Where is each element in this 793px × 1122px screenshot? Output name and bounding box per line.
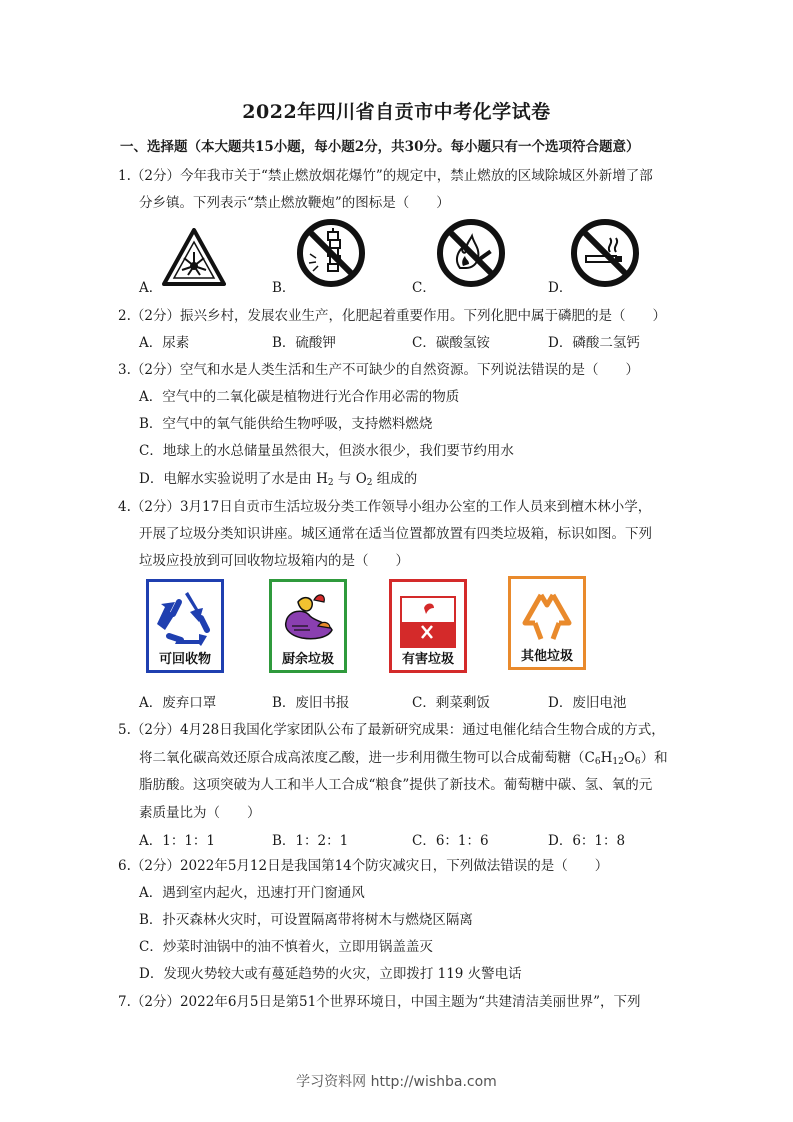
kitchen-waste-bin-label: 厨余垃圾 (281, 652, 334, 667)
hazardous-bin-label: 有害垃圾 (401, 652, 454, 667)
question-2-option-c: C．碳酸氢铵 (412, 335, 490, 351)
question-7-line-1: 7.（2分）2022年6月5日是第51个世界环境日，中国主题为“共建清洁美丽世界”，下列 (118, 994, 641, 1010)
question-3-stem: 3.（2分）空气和水是人类生活和生产不可缺少的自然资源。下列说法错误的是（ ） (118, 362, 639, 378)
hazardous-bin-sign (389, 579, 467, 673)
other-waste-bin-sign (508, 576, 586, 670)
page-footer: 学习资料网 http://wishba.com (296, 1074, 497, 1090)
page-title: 2022年四川省自贡市中考化学试卷 (242, 101, 551, 123)
question-1-line-2: 分乡镇。下列表示“禁止燃放鞭炮”的图标是（ ） (139, 195, 450, 211)
question-5-line-1: 5.（2分）4月28日我国化学家团队公布了最新研究成果：通过电催化结合生物合成的方式， (118, 722, 665, 738)
question-3-option-d: D．电解水实验说明了水是由 $H_2$ 与 $O_2$ 组成的 (139, 471, 418, 488)
no-firecrackers-icon (296, 218, 366, 288)
question-6-option-a: A．遇到室内起火，迅速打开门窗通风 (139, 885, 365, 901)
question-5-option-b: B．1：2：1 (272, 833, 349, 849)
question-2-option-d: D．磷酸二氢钙 (548, 335, 640, 351)
no-smoking-icon (570, 218, 640, 288)
question-5-line-3: 脂肪酸。这项突破为人工和半人工合成“粮食”提供了新技术。葡萄糖中碳、氢、氧的元 (139, 777, 653, 793)
question-4-line-1: 4.（2分）3月17日自贡市生活垃圾分类工作领导小组办公室的工作人员来到檀木林小学， (118, 499, 652, 515)
question-6-option-d: D．发现火势较大或有蔓延趋势的火灾，立即拨打 119 火警电话 (139, 966, 522, 982)
question-4-line-2: 开展了垃圾分类知识讲座。城区通常在适当位置都放置有四类垃圾箱，标识如图。下列 (139, 526, 652, 542)
question-1-option-a: A． (139, 280, 163, 296)
other-waste-bin-label: 其他垃圾 (520, 649, 573, 664)
question-4-option-d: D．废旧电池 (548, 695, 627, 711)
question-3-option-b: B．空气中的氧气能供给生物呼吸，支持燃料燃烧 (139, 416, 433, 432)
question-4-option-c: C．剩菜剩饭 (412, 695, 490, 711)
question-1-option-c: C． (412, 280, 436, 296)
question-5-line-2: 将二氧化碳高效还原合成高浓度乙酸，进一步利用微生物可以合成葡萄糖$(C_6H_{12}O_6)$和 (139, 750, 668, 767)
recyclable-bin-sign (146, 579, 224, 673)
question-1-option-b: B． (272, 280, 296, 296)
question-4-option-a: A．废弃口罩 (139, 695, 217, 711)
question-2-stem: 2.（2分）振兴乡村，发展农业生产，化肥起着重要作用。下列化肥中属于磷肥的是（ ） (118, 308, 666, 324)
question-5-option-a: A．1：1：1 (139, 833, 216, 849)
no-fire-icon (436, 218, 506, 288)
kitchen-waste-bin-sign (269, 579, 347, 673)
section-heading: 一、选择题（本大题共15小题，每小题2分，共30分。每小题只有一个选项符合题意） (120, 139, 640, 155)
recyclable-bin-label: 可回收物 (158, 652, 211, 667)
other-waste-icon (521, 589, 573, 645)
question-3-option-c: C．地球上的水总储量虽然很大，但淡水很少，我们要节约用水 (139, 443, 514, 459)
question-5-option-c: C．6：1：6 (412, 833, 489, 849)
question-5-option-d: D．6：1：8 (548, 833, 626, 849)
question-6-option-b: B．扑灭森林火灾时，可设置隔离带将树木与燃烧区隔离 (139, 912, 473, 928)
question-5-line-4: 素质量比为（ ） (139, 805, 261, 821)
hazardous-waste-icon (400, 596, 456, 648)
question-6-option-c: C．炒菜时油锅中的油不慎着火，立即用锅盖盖灭 (139, 939, 433, 955)
question-1-option-d: D． (548, 280, 573, 296)
explosive-warning-icon (162, 228, 226, 286)
question-4-option-b: B．废旧书报 (272, 695, 350, 711)
question-1-line-1: 1.（2分）今年我市关于“禁止燃放烟花爆竹”的规定中，禁止燃放的区域除城区外新增了部 (118, 168, 653, 184)
question-2-option-b: B．硫酸钾 (272, 335, 336, 351)
recycle-icon (155, 588, 215, 648)
question-4-line-3: 垃圾应投放到可回收物垃圾箱内的是（ ） (139, 553, 409, 569)
question-6-stem: 6.（2分）2022年5月12日是我国第14个防灾减灾日，下列做法错误的是（ ） (118, 858, 609, 874)
question-2-option-a: A．尿素 (139, 335, 190, 351)
kitchen-waste-icon (278, 588, 338, 648)
question-3-option-a: A．空气中的二氧化碳是植物进行光合作用必需的物质 (139, 389, 460, 405)
